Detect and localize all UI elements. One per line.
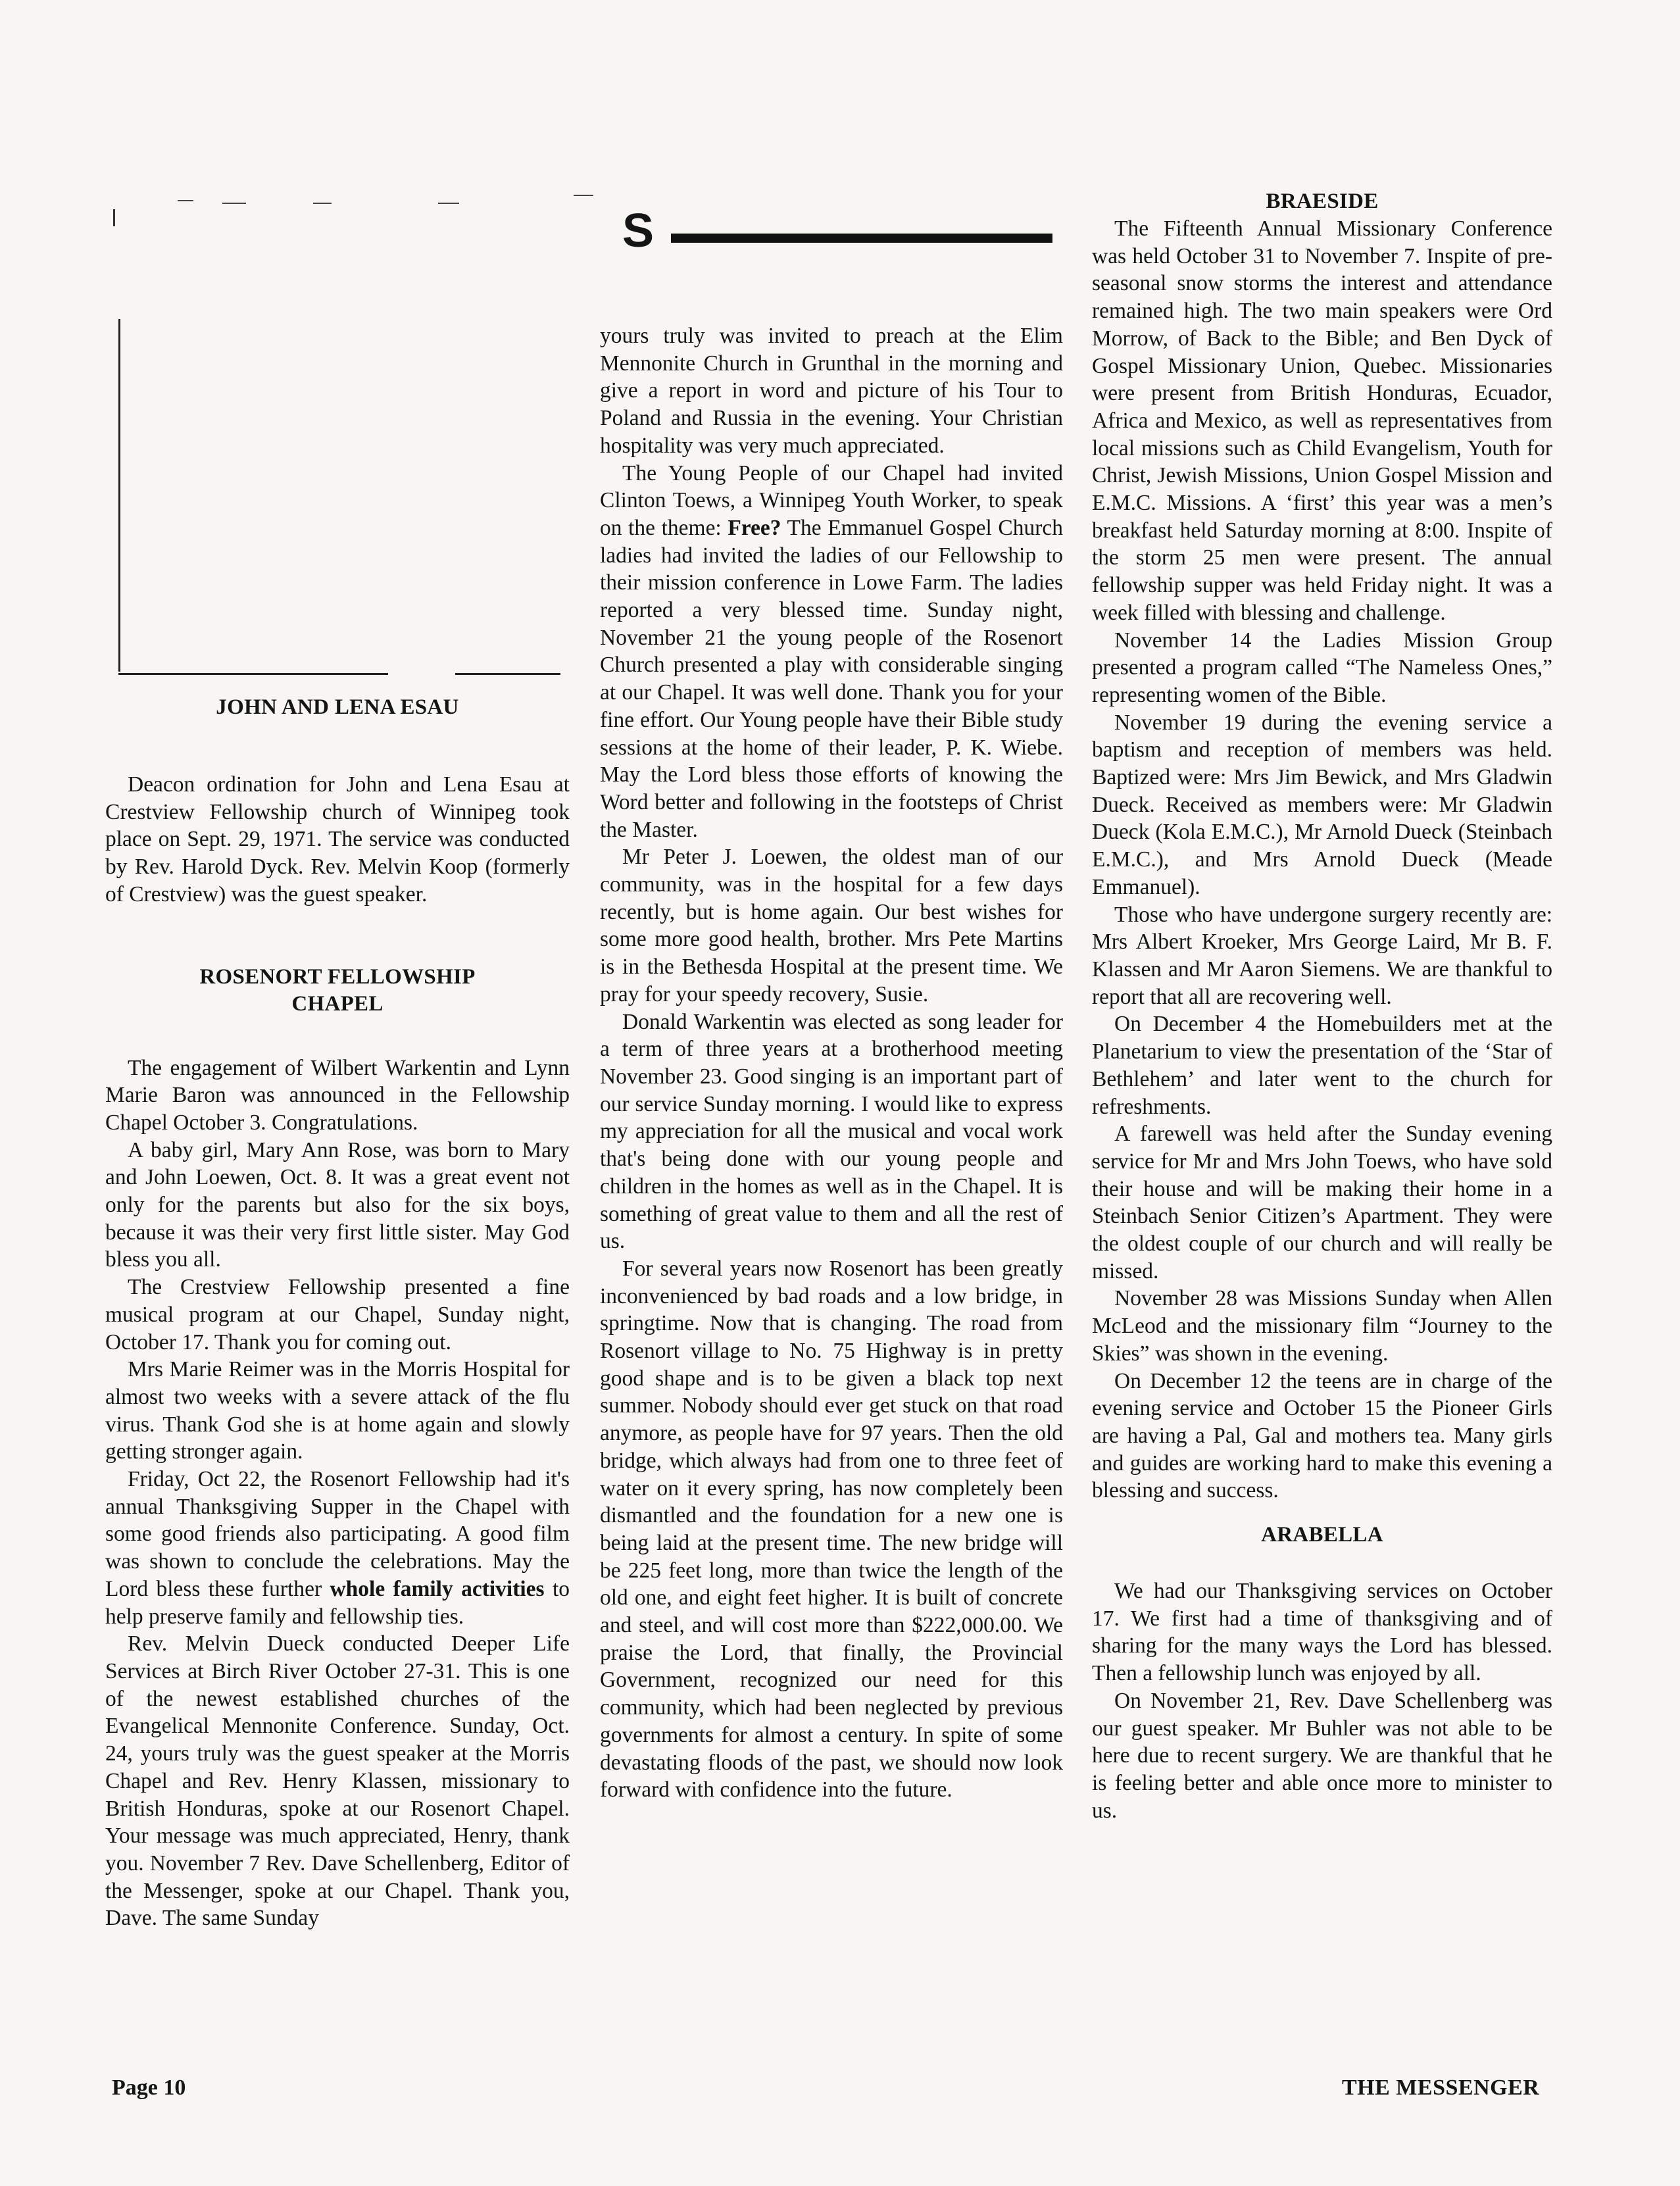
section-heading-rosenort <box>105 964 570 1018</box>
paragraph: A baby girl, Mary Ann Rose, was born to Mary and John Loewen, Oct. 8. It was a great event not only for the parents but also for the six boys, because it was their very first little sister. May God bless you all. <box>105 1137 570 1272</box>
masthead-fragment <box>574 195 593 196</box>
paragraph: A farewell was held after the Sunday evening service for Mr and Mrs John Toews, who have sold their house and will be making their home in a Steinbach Senior Citizen’s Apartment. They were the oldest couple of our church and will really be missed. <box>1092 1122 1552 1283</box>
paragraph: We had our Thanksgiving services on October 17. We first had a time of thanksgiving and of sharing for the many ways the Lord has blessed. Then a fellowship lunch was enjoyed by all. <box>1092 1579 1552 1686</box>
paragraph: Mrs Marie Reimer was in the Morris Hospital for almost two weeks with a severe attack of the flu virus. Thank God she is at home again and slowly getting stronger again. <box>105 1357 570 1464</box>
paragraph: yours truly was invited to preach at the Elim Mennonite Church in Grunthal in the morning and give a report in word and picture of his Tour to Poland and Russia in the evening. Your Christian hospitality was very much appreciated. <box>600 324 1063 458</box>
heading-rule <box>671 234 1052 243</box>
bold-phrase: Free? <box>728 515 781 540</box>
paragraph: The engagement of Wilbert Warkentin and Lynn Marie Baron was announced in the Fellowship Chapel October 3. Congratulations. <box>105 1055 570 1135</box>
margin-mark <box>113 209 115 226</box>
section-heading-fragment: S <box>622 205 655 257</box>
photo-rule <box>455 673 560 675</box>
paragraph: Those who have undergone surgery recently are: Mrs Albert Kroeker, Mrs George Laird, Mr B. F. Klassen and Mr Aaron Siemens. We are thankful to report that all are recovering well. <box>1092 902 1552 1009</box>
section-heading-esau: JOHN AND LENA ESAU <box>216 695 459 719</box>
section-heading-arabella: ARABELLA <box>1261 1523 1383 1547</box>
paragraph: Donald Warkentin was elected as song leader for a term of three years at a brotherhood meeting November 23. Good singing is an important part of our service Sunday morning. I would like to express my appreciation for all the musical and vocal work that's being done with our young people and children in the homes as well as in the Chapel. It is something of great value to them and all the rest of us. <box>600 1009 1063 1254</box>
masthead-fragment <box>313 203 332 204</box>
paragraph: For several years now Rosenort has been greatly inconvenienced by bad roads and a low bridge, in springtime. Now that is changing. The road from Rosenort village to No. 75 Highway is in pretty good shape and is to be given a black top next summer. Nobody should ever get stuck on that road anymore, as people have for 97 years. Then the old bridge, which always had from one to three feet of water on it every spring, has now completely been dismantled and the foundation for a new one is being laid at the present time. The new bridge will be 225 feet long, more than twice the length of the old one, and eight feet higher. It is built of concrete and steel, and will cost more than $222,000.00. We praise the Lord, that finally, the Provincial Government, recognized our need for this community, which had been neglected by previous governments for almost a century. In spite of some devastating floods of the past, we should now look forward with confidence into the future. <box>600 1256 1063 1802</box>
paragraph: Rev. Melvin Dueck conducted Deeper Life Services at Birch River October 27-31. This is one of the newest established churches of the Evangelical Mennonite Conference. Sunday, Oct. 24, yours truly was the guest speaker at the Morris Chapel and Rev. Henry Klassen, missionary to British Honduras, spoke at our Rosenort Chapel. Your message was much appreciated, Henry, thank you. November 7 Rev. Dave Schellenberg, Editor of the Messenger, spoke at our Chapel. Thank you, Dave. The same Sunday <box>105 1631 570 1931</box>
masthead-fragment <box>222 203 246 204</box>
paragraph: November 28 was Missions Sunday when Allen McLeod and the missionary film “Journey to the Skies” was shown in the evening. <box>1092 1286 1552 1366</box>
heading-line: ROSENORT FELLOWSHIP <box>199 964 476 989</box>
paragraph <box>600 460 1063 844</box>
masthead-fragment <box>438 203 459 204</box>
column-left <box>105 694 570 1932</box>
text-run: to help preserve family and fellowship ties. <box>105 1576 570 1629</box>
publication-name: THE MESSENGER <box>1342 2075 1540 2100</box>
paragraph: Deacon ordination for John and Lena Esau at Crestview Fellowship church of Winnipeg took place on Sept. 29, 1971. The service was conducted by Rev. Harold Dyck. Rev. Melvin Koop (formerly of Crestview) was the guest speaker. <box>105 772 570 907</box>
bold-phrase: whole family activities <box>330 1576 545 1601</box>
column-right <box>1092 188 1552 1824</box>
paragraph: The Crestview Fellowship presented a fine musical program at our Chapel, Sunday night, October 17. Thank you for coming out. <box>105 1275 570 1354</box>
text-run: The Emmanuel Gospel Church ladies had invited the ladies of our Fellowship to their mission conference in Lowe Farm. The ladies reported a very blessed time. Sunday night, November 21 the young people of the Rosenort Church presented a play with considerable singing at our Chapel. It was well done. Thank you for your fine effort. Our Young people have their Bible study sessions at the home of their leader, P. K. Wiebe. May the Lord bless those efforts of knowing the Word better and following in the footsteps of Christ the Master. <box>600 515 1063 842</box>
paragraph: Mr Peter J. Loewen, the oldest man of our community, was in the hospital for a few days recently, but is home again. Our best wishes for some more good health, brother. Mrs Pete Martins is in the Bethesda Hospital at the present time. We pray for your speedy recovery, Susie. <box>600 845 1063 1006</box>
section-heading-braeside: BRAESIDE <box>1266 189 1379 213</box>
text-run: Friday, Oct 22, the Rosenort Fellowship had it's annual Thanksgiving Supper in the Chapel with some good friends also participating. A good film was shown to conclude the celebrations. May the Lord bless these further <box>105 1467 570 1601</box>
page-number: Page 10 <box>112 2075 186 2100</box>
paragraph: On December 12 the teens are in charge of the evening service and October 15 the Pioneer Girls are having a Pal, Gal and mothers tea. Many girls and guides are working hard to make this evening a blessing and success. <box>1092 1368 1552 1503</box>
masthead-fragment <box>178 200 193 201</box>
paragraph: November 14 the Ladies Mission Group presented a program called “The Nameless Ones,” representing women of the Bible. <box>1092 628 1552 707</box>
paragraph: On November 21, Rev. Dave Schellenberg was our guest speaker. Mr Buhler was not able to be here due to recent surgery. We are thankful that he is feeling better and able once more to minister to us. <box>1092 1688 1552 1823</box>
paragraph: The Fifteenth Annual Missionary Conference was held October 31 to November 7. Inspite of pre-seasonal snow storms the interest and attendance remained high. The two main speakers were Ord Morrow, of Back to the Bible; and Ben Dyck of Gospel Missionary Union, Quebec. Missionaries were present from British Honduras, Ecuador, Africa and Mexico, as well as representatives from local missions such as Child Evangelism, Youth for Christ, Jewish Missions, Union Gospel Mission and E.M.C. Missions. A ‘first’ this year was a men’s breakfast held Saturday morning at 8:00. Inspite of the storm 25 men were present. The annual fellowship supper was held Friday night. It was a week filled with blessing and challenge. <box>1092 216 1552 625</box>
photo-rule <box>118 673 388 675</box>
paragraph: On December 4 the Homebuilders met at the Planetarium to view the presentation of the ‘Star of Bethlehem’ and later went to the church for refreshments. <box>1092 1012 1552 1119</box>
heading-line: CHAPEL <box>291 991 383 1016</box>
column-middle <box>600 322 1063 1804</box>
text-run: The Young People of our Chapel had invited Clinton Toews, a Winnipeg Youth Worker, to speak on the theme: <box>600 460 1063 540</box>
photo-frame <box>118 319 561 672</box>
paragraph <box>105 1466 570 1630</box>
paragraph: November 19 during the evening service a baptism and reception of members was held. Baptized were: Mrs Jim Bewick, and Mrs Gladwin Dueck. Received as members were: Mr Gladwin Dueck (Kola E.M.C.), Mr Arnold Dueck (Steinbach E.M.C.), and Mrs Arnold Dueck (Meade Emmanuel). <box>1092 710 1552 899</box>
